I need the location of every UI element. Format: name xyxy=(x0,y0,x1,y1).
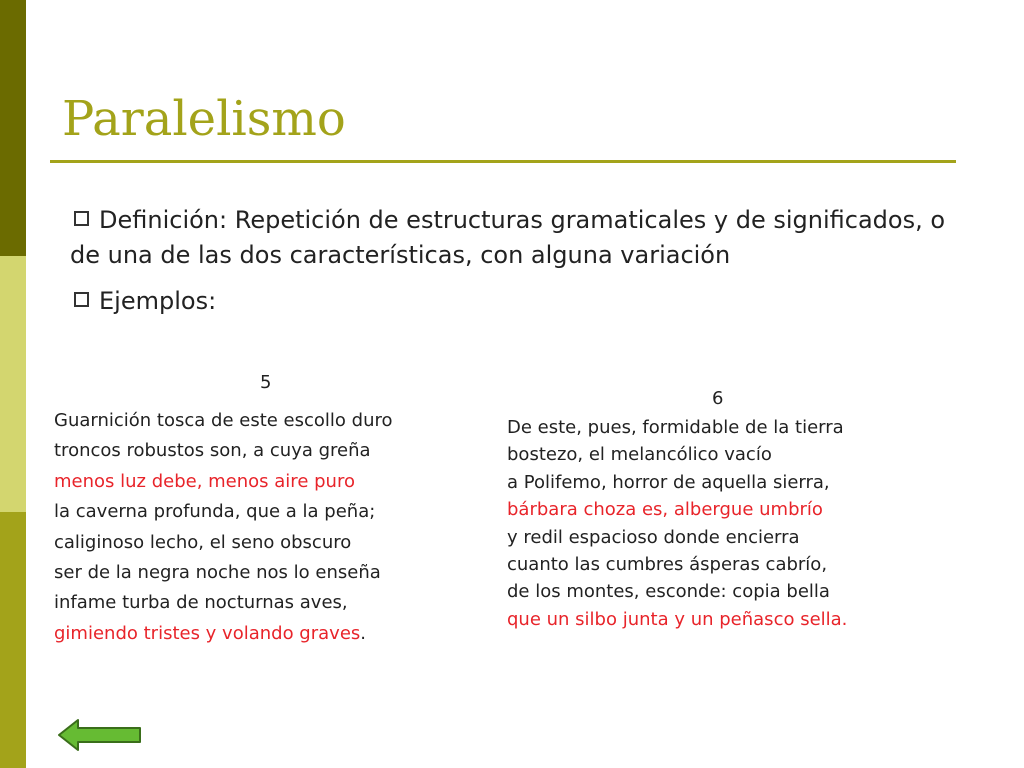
square-bullet-icon xyxy=(74,292,89,307)
poem-line-highlighted: bárbara choza es, albergue umbrío xyxy=(507,499,823,521)
poem-line: y redil espacioso donde encierra xyxy=(507,526,800,548)
bullet-examples xyxy=(70,284,950,319)
poem-line-highlighted: menos luz debe, menos aire puro xyxy=(54,470,355,492)
poem-line: infame turba de nocturnas aves, xyxy=(54,592,348,614)
poem-right xyxy=(507,414,847,633)
bullet-list xyxy=(70,203,950,319)
poem-line: ser de la negra noche nos lo enseña xyxy=(54,562,381,584)
examples-heading: Ejemplos: xyxy=(99,287,217,315)
sidebar-band-top xyxy=(0,0,26,256)
final-punctuation: . xyxy=(360,622,367,644)
title-underline xyxy=(50,160,956,163)
poem-line-last xyxy=(54,619,393,649)
poem-line: troncos robustos son, a cuya greña xyxy=(54,440,371,462)
poem-line-highlighted: que un silbo junta y un peñasco sella. xyxy=(507,608,848,630)
square-bullet-icon xyxy=(74,211,89,226)
poem-line: la caverna profunda, que a la peña; xyxy=(54,501,376,523)
poem-line: cuanto las cumbres ásperas cabrío, xyxy=(507,554,828,576)
sidebar-band-middle xyxy=(0,256,26,512)
definition-text: Definición: Repetición de estructuras gramaticales y de significados, o de una de las dos características, con alguna variación xyxy=(70,206,946,269)
poem-line-highlighted: gimiendo tristes y volando graves xyxy=(54,622,361,644)
example-number-right: 6 xyxy=(712,388,724,409)
poem-left xyxy=(54,406,393,649)
poem-line: De este, pues, formidable de la tierra xyxy=(507,417,844,438)
slide-title: Paralelismo xyxy=(62,91,346,147)
poem-line: caliginoso lecho, el seno obscuro xyxy=(54,531,352,553)
poem-line: Guarnición tosca de este escollo duro xyxy=(54,410,393,431)
bullet-definition xyxy=(70,203,950,273)
poem-line: a Polifemo, horror de aquella sierra, xyxy=(507,471,830,493)
left-arrow-icon[interactable] xyxy=(56,717,144,753)
sidebar-band-bottom xyxy=(0,512,26,768)
poem-line: bostezo, el melancólico vacío xyxy=(507,444,772,466)
poem-line: de los montes, esconde: copia bella xyxy=(507,581,830,603)
example-number-left: 5 xyxy=(260,372,272,393)
